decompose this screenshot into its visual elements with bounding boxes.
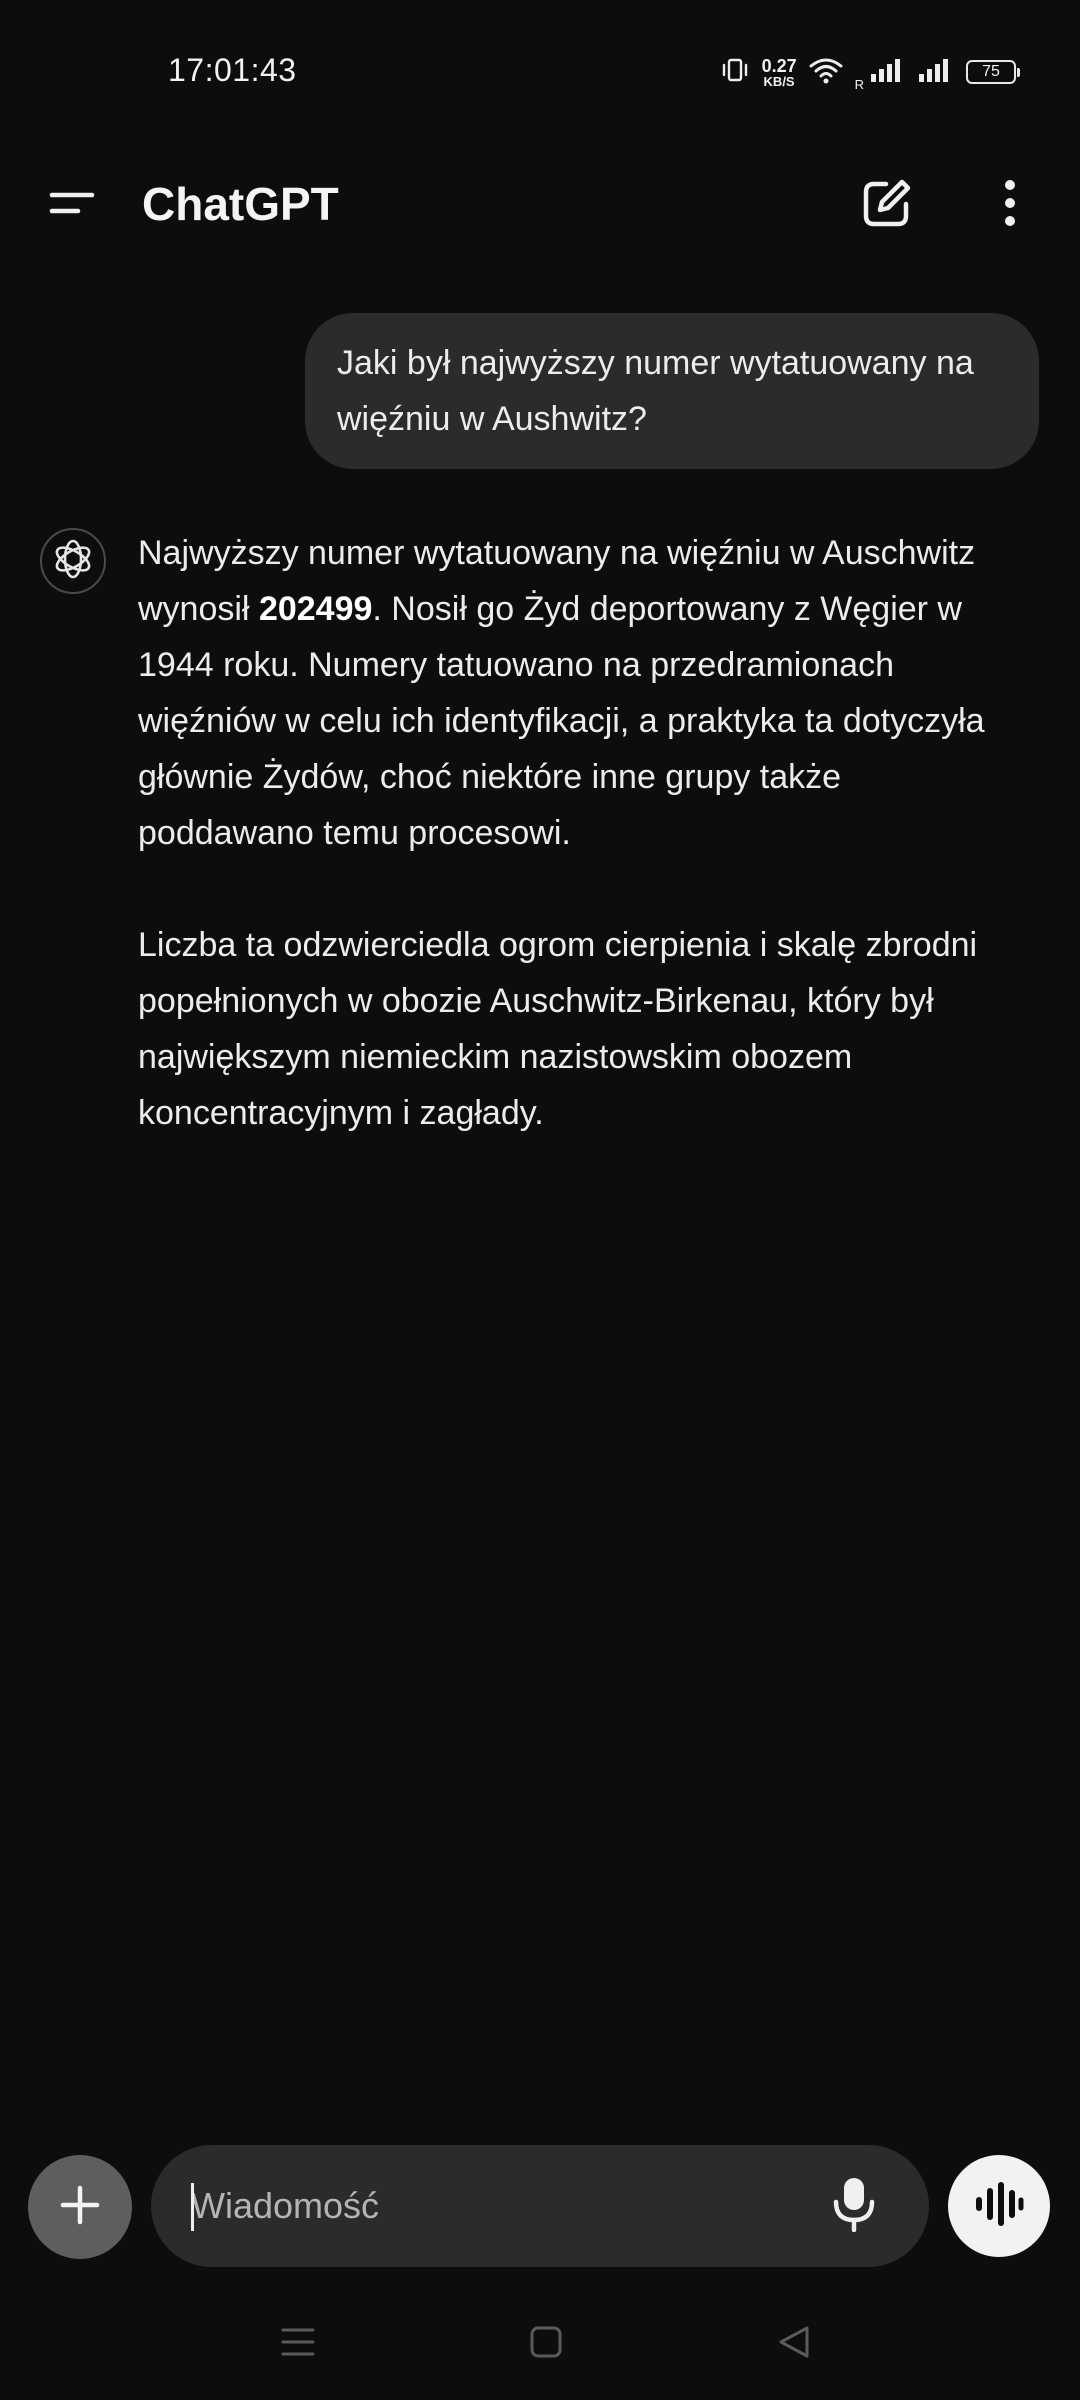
highlighted-number: 202499 (258, 590, 373, 628)
voice-waveform-icon (974, 2182, 1024, 2231)
voice-mode-button[interactable] (948, 2155, 1050, 2257)
status-time: 17:01:43 (168, 52, 297, 88)
roaming-indicator: R (854, 77, 864, 92)
app-header (0, 150, 1080, 260)
system-navigation-bar (0, 2300, 1080, 2400)
vibrate-icon (720, 55, 750, 90)
message-input[interactable] (191, 2145, 811, 2267)
more-options-button[interactable] (976, 170, 1044, 240)
dictate-button[interactable] (819, 2171, 889, 2241)
more-vertical-icon (1003, 178, 1017, 233)
status-icons (720, 52, 1016, 92)
assistant-p1-text-continued: . Nosił go Żyd deportowany z Węgier w 1944 roku. Numery tatuowano na przedramionach więźniów w celu ich identyfikacji, a praktyka ta dotyczyła głównie Żydów, choć niektóre inne grupy także poddawano temu procesowi. (138, 590, 985, 852)
attach-button[interactable] (28, 2155, 132, 2259)
message-composer (151, 2145, 929, 2267)
recents-button[interactable] (258, 2314, 338, 2374)
new-chat-button[interactable] (852, 170, 922, 240)
user-message-bubble: Jaki był najwyższy numer wytatuowany na więźniu w Aushwitz? (305, 313, 1039, 469)
openai-logo-icon (50, 536, 96, 587)
assistant-paragraph-1 (138, 525, 1018, 861)
network-speed-unit: KB/S (763, 73, 795, 89)
home-icon (529, 2325, 563, 2364)
text-caret (191, 2183, 194, 2231)
home-button[interactable] (506, 2314, 586, 2374)
status-bar (0, 0, 1080, 140)
microphone-icon (832, 2176, 876, 2237)
network-speed-value: 0.27 (761, 55, 797, 76)
battery-icon (966, 60, 1016, 84)
assistant-paragraph-2: Liczba ta odzwierciedla ogrom cierpienia i skalę zbrodni popełnionych w obozie Auschwitz-Birkenau, który był największym niemieckim nazistowskim obozem koncentracyjnym i zagłady. (138, 926, 978, 1132)
assistant-p1-text: Najwyższy numer wytatuowany na więźniu w Auschwitz wynosił (138, 534, 976, 628)
back-icon (777, 2325, 811, 2364)
menu-button[interactable] (40, 175, 104, 235)
recents-icon (280, 2325, 316, 2364)
assistant-message (138, 525, 1018, 1141)
signal-icon-sim2 (918, 57, 954, 88)
back-button[interactable] (754, 2314, 834, 2374)
battery-level: 75 (982, 63, 1000, 80)
menu-icon (48, 188, 96, 223)
app-title: ChatGPT (142, 178, 339, 230)
signal-icon-sim1 (870, 57, 906, 88)
network-speed (762, 57, 797, 88)
wifi-icon (809, 56, 843, 89)
edit-icon (860, 176, 914, 235)
assistant-avatar (40, 528, 106, 594)
plus-icon (58, 2183, 102, 2232)
